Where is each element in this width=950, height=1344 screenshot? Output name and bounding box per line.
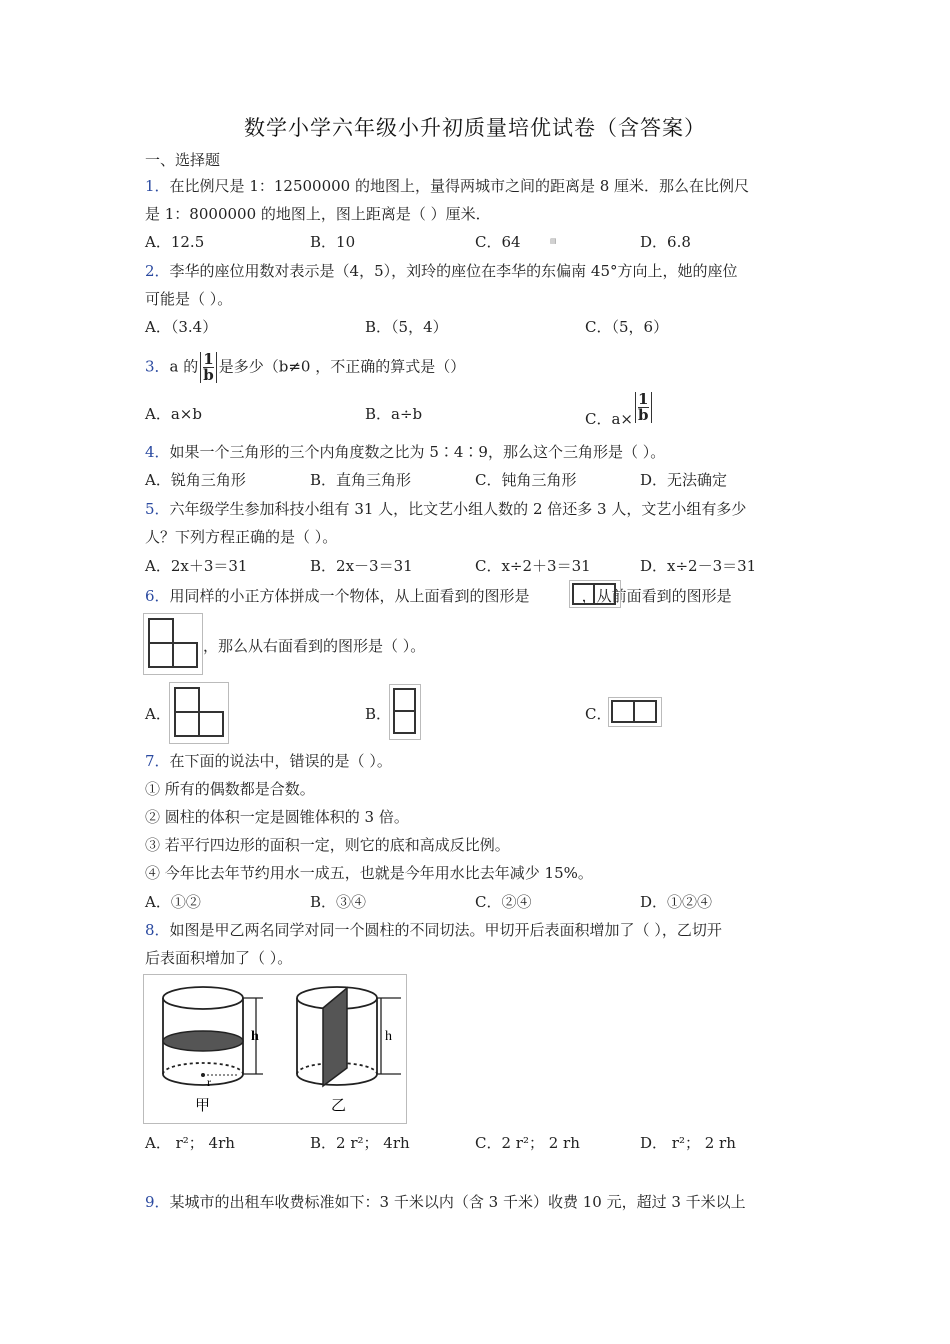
fraction-one-over-b: $\frac{1}{b}$ [635,392,652,423]
question-1-line-1: 1．在比例尺是 1：12500000 的地图上，量得两城市之间的距离是 8 厘米．那么在比例尺 [145,177,750,195]
q5-option-d[interactable]: D．x÷2－3＝31 [640,557,757,575]
question-6-line-2: ，那么从右面看到的图形是（ ）。 [203,637,426,655]
height-label-jia: h [251,1029,259,1044]
q6-option-b[interactable]: B． [365,705,392,723]
radius-label: r [207,1075,211,1089]
question-6-line-1: 6．用同样的小正方体拼成一个物体，从上面看到的图形是 ，从前面看到的图形是 [145,587,732,605]
label-jia: 甲 [195,1098,211,1114]
height-label-yi: h [385,1029,392,1044]
question-8-line-2: 后表面积增加了（ ）。 [145,949,293,967]
scan-mark-icon: ▤ [550,237,557,245]
q5-option-c[interactable]: C．x÷2＋3＝31 [475,557,591,575]
q7-statement-4: ④ 今年比去年节约用水一成五，也就是今年用水比去年减少 15%。 [145,864,593,882]
question-5-line-1: 5．六年级学生参加科技小组有 31 人，比文艺小组人数的 2 倍还多 3 人，文艺小组有多少 [145,500,747,518]
page-title: 数学小学六年级小升初质量培优试卷（含答案） [244,116,706,140]
option-b-figure [389,684,421,740]
label-yi: 乙 [331,1098,347,1114]
q5-option-b[interactable]: B．2x－3＝31 [310,557,413,575]
q1-option-d[interactable]: D．6.8 [640,233,691,251]
top-view-figure [569,580,621,608]
q4-option-c[interactable]: C．钝角三角形 [475,471,577,489]
q2-option-a[interactable]: A．（3.4） [145,318,218,336]
center-dot [201,1073,205,1077]
question-5-number: 5． [145,500,170,518]
q2-option-c[interactable]: C．（5，6） [585,318,669,336]
q1-option-a[interactable]: A．12.5 [145,233,205,251]
fraction-one-over-b: $\frac{1}{b}$ [200,352,217,383]
q8-option-d[interactable]: D． r²； 2 rh [640,1134,736,1152]
q7-statement-2: ② 圆柱的体积一定是圆锥体积的 3 倍。 [145,808,409,826]
q6-option-a[interactable]: A． [145,705,171,723]
question-2-number: 2． [145,262,170,280]
q7-option-a[interactable]: A．①② [145,893,201,911]
q7-option-b[interactable]: B．③④ [310,893,367,911]
q4-option-a[interactable]: A．锐角三角形 [145,471,246,489]
q1-option-b[interactable]: B．10 [310,233,356,251]
question-2-line-1: 2．李华的座位用数对表示是（4，5），刘玲的座位在李华的东偏南 45°方向上，她的座位 [145,262,738,280]
question-4-number: 4． [145,443,170,461]
question-3-number: 3． [145,357,170,376]
q3-option-b[interactable]: B．a÷b [365,405,423,423]
option-c-figure [608,697,662,727]
question-9-line-1: 9．某城市的出租车收费标准如下：3 千米以内（含 3 千米）收费 10 元，超过 3 千米以上 [145,1193,746,1211]
q5-option-a[interactable]: A．2x＋3＝31 [145,557,248,575]
question-3-line-1: 3．a 的 $\frac{1}{b}$ 是多少（b≠0 ，不正确的算式是（） [145,350,466,384]
option-a-figure [169,682,229,744]
q2-option-b[interactable]: B．（5，4） [365,318,448,336]
q7-option-d[interactable]: D．①②④ [640,893,713,911]
cylinder-cut-figure [143,974,407,1124]
question-8-line-1: 8．如图是甲乙两名同学对同一个圆柱的不同切法。甲切开后表面积增加了（ ），乙切开 [145,921,722,939]
question-5-line-2: 人？下列方程正确的是（ ）。 [145,528,338,546]
q4-option-b[interactable]: B．直角三角形 [310,471,412,489]
q8-option-b[interactable]: B．2 r²； 4rh [310,1134,410,1152]
question-7-number: 7． [145,752,170,770]
q8-option-a[interactable]: A． r²； 4rh [145,1134,235,1152]
q3-option-c[interactable]: C．a× $\frac{1}{b}$ [585,392,654,423]
q4-option-d[interactable]: D．无法确定 [640,471,728,489]
question-4-line-1: 4．如果一个三角形的三个内角度数之比为 5∶4∶9，那么这个三角形是（ ）。 [145,443,666,461]
front-view-figure [143,613,203,675]
q8-option-c[interactable]: C．2 r²； 2 rh [475,1134,580,1152]
question-7-line-1: 7．在下面的说法中，错误的是（ ）。 [145,752,392,770]
q1-option-c[interactable]: C．64 [475,233,521,251]
question-9-number: 9． [145,1193,170,1211]
question-1-line-2: 是 1：8000000 的地图上，图上距离是（ ）厘米． [145,205,491,223]
q6-option-c[interactable]: C． [585,705,612,723]
q7-statement-1: ① 所有的偶数都是合数。 [145,780,315,798]
question-1-number: 1． [145,177,170,195]
q3-option-a[interactable]: A．a×b [145,405,202,423]
question-2-line-2: 可能是（ ）。 [145,290,233,308]
q7-option-c[interactable]: C．②④ [475,893,532,911]
section-heading: 一、选择题 [145,151,221,169]
horizontal-cut-section [163,1031,243,1051]
question-6-number: 6． [145,587,170,605]
q7-statement-3: ③ 若平行四边形的面积一定，则它的底和高成反比例。 [145,836,510,854]
question-8-number: 8． [145,921,170,939]
